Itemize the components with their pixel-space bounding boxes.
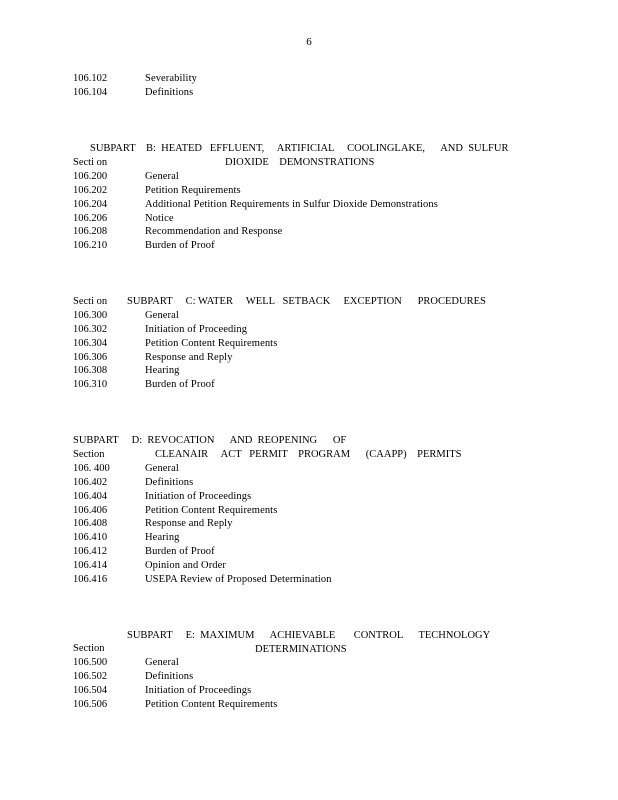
subpart-heading-line: SUBPART D: REVOCATION AND REOPENING OF — [73, 435, 347, 446]
list-item — [73, 517, 553, 531]
section-number: 106.300 — [73, 309, 108, 321]
section-title: Response and Reply — [145, 351, 233, 363]
page-number: 6 — [306, 36, 312, 48]
section-title: Severability — [145, 73, 197, 84]
section-number: 106.202 — [73, 184, 108, 196]
section-title: Initiation of Proceedings — [145, 490, 252, 502]
list-item — [73, 531, 553, 545]
list-item — [73, 170, 553, 184]
section-title: Hearing — [145, 365, 180, 377]
list-item — [73, 198, 553, 212]
list-item — [73, 364, 553, 378]
section-title: Burden of Proof — [145, 546, 215, 558]
section-number: 106.416 — [73, 574, 108, 586]
section-title: Response and Reply — [145, 518, 233, 530]
section-label: Secti on — [73, 296, 108, 307]
list-item — [73, 490, 553, 504]
list-item — [73, 212, 553, 226]
list-item — [73, 337, 553, 351]
list-item — [73, 545, 553, 559]
list-item — [73, 86, 553, 100]
list-item — [73, 184, 553, 198]
section-number: 106.414 — [73, 560, 108, 572]
section-title: General — [145, 170, 179, 182]
section-title: Petition Content Requirements — [145, 337, 278, 349]
section-title: Recommendation and Response — [145, 226, 283, 238]
subpart-heading-line: DIOXIDE DEMONSTRATIONS — [225, 157, 375, 168]
list-item — [73, 225, 553, 239]
section-number: 106.210 — [73, 240, 108, 252]
subpart-heading-line: SUBPART C: WATER WELL SETBACK EXCEPTION PROCEDURES — [127, 296, 486, 307]
list-item — [73, 684, 553, 698]
list-item — [73, 670, 553, 684]
section-list-subpart-d — [73, 448, 553, 587]
list-item — [73, 504, 553, 518]
section-title: Burden of Proof — [145, 379, 215, 391]
subpart-heading-line: SUBPART B: HEATED EFFLUENT, ARTIFICIAL COOLINGLAKE, AND SULFUR — [90, 143, 509, 154]
list-item — [73, 656, 553, 670]
section-number: 106. 400 — [73, 462, 110, 474]
section-number: 106.306 — [73, 351, 108, 363]
list-item — [73, 351, 553, 365]
list-item — [73, 309, 553, 323]
section-number: 106.500 — [73, 656, 108, 668]
section-title: Petition Content Requirements — [145, 698, 278, 710]
subpart-heading-line: SUBPART E: MAXIMUM ACHIEVABLE CONTROL TECHNOLOGY — [127, 630, 491, 641]
section-label: Secti on — [73, 157, 108, 168]
section-title: Burden of Proof — [145, 240, 215, 252]
section-list-subpart-c — [73, 295, 553, 392]
section-list-intro — [73, 72, 553, 100]
section-title: Notice — [145, 212, 174, 224]
list-item — [73, 559, 553, 573]
section-title: Petition Content Requirements — [145, 504, 278, 516]
section-title: General — [145, 656, 179, 668]
section-title: Opinion and Order — [145, 560, 227, 572]
section-number: 106.310 — [73, 379, 108, 391]
section-number: 106.412 — [73, 546, 108, 558]
section-title: Additional Petition Requirements in Sulfur Dioxide Demonstrations — [145, 198, 438, 210]
list-item — [73, 476, 553, 490]
list-item — [73, 573, 553, 587]
section-list-subpart-e — [73, 642, 553, 711]
section-title: Petition Requirements — [145, 184, 241, 196]
section-number: 106.502 — [73, 670, 108, 682]
section-number: 106.200 — [73, 170, 108, 182]
section-title: Hearing — [145, 532, 180, 544]
section-number: 106.104 — [73, 86, 108, 98]
list-item — [73, 698, 553, 712]
list-item — [73, 72, 553, 86]
section-number: 106.408 — [73, 518, 108, 530]
section-number: 106.506 — [73, 698, 108, 710]
section-number: 106.504 — [73, 684, 108, 696]
list-item — [73, 378, 553, 392]
section-number: 106.410 — [73, 532, 108, 544]
list-item — [73, 462, 553, 476]
subpart-heading-line: DETERMINATIONS — [255, 644, 347, 655]
section-title: Definitions — [145, 670, 194, 682]
section-number: 106.208 — [73, 226, 108, 238]
section-number: 106.308 — [73, 365, 108, 377]
list-item — [73, 323, 553, 337]
section-label: Section — [73, 449, 105, 460]
section-number: 106.302 — [73, 323, 108, 335]
section-list-subpart-b — [73, 156, 553, 253]
section-number: 106.406 — [73, 504, 108, 516]
section-title: USEPA Review of Proposed Determination — [145, 574, 332, 586]
section-number: 106.102 — [73, 73, 108, 84]
section-label: Section — [73, 643, 105, 654]
list-item — [73, 239, 553, 253]
section-number: 106.204 — [73, 198, 108, 210]
section-title: Initiation of Proceeding — [145, 323, 248, 335]
section-title: Initiation of Proceedings — [145, 684, 252, 696]
section-number: 106.304 — [73, 337, 108, 349]
section-title: Definitions — [145, 476, 194, 488]
section-number: 106.404 — [73, 490, 108, 502]
section-title: Definitions — [145, 86, 194, 98]
subpart-heading-line: CLEANAIR ACT PERMIT PROGRAM (CAAPP) PERMITS — [155, 449, 462, 460]
section-title: General — [145, 309, 179, 321]
section-number: 106.206 — [73, 212, 108, 224]
section-number: 106.402 — [73, 476, 108, 488]
section-title: General — [145, 462, 179, 474]
